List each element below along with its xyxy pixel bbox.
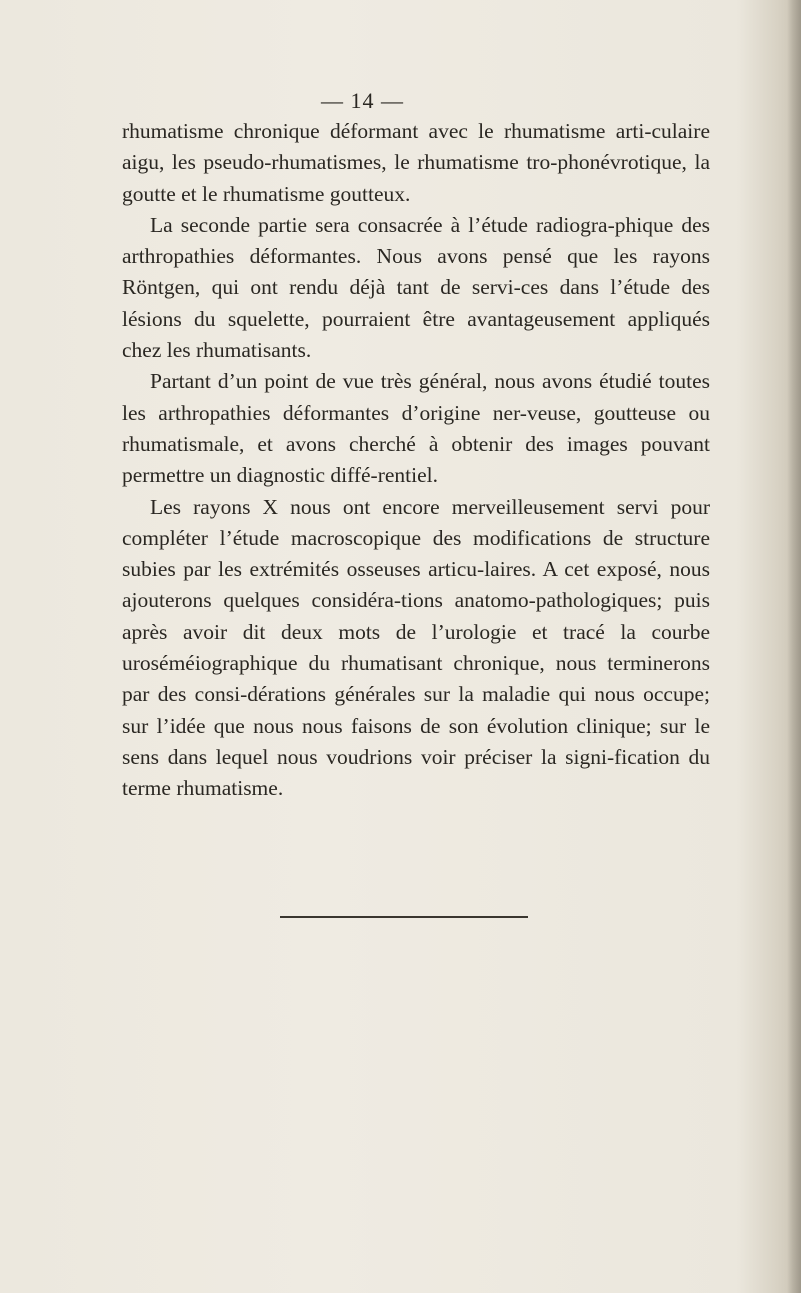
paragraph-3: Partant d’un point de vue très général, nous avons étudié toutes les arthropathies déformantes d’origine ner-veuse, goutteuse ou rhumatismale, et avons cherché à obtenir des images pouvant permettre un diagnostic diffé-rentiel. [122, 369, 710, 488]
paragraph-1: rhumatisme chronique déformant avec le rhumatisme arti-culaire aigu, les pseudo-rhumatismes, le rhumatisme tro-phonévrotique, la goutte et le rhumatisme goutteux. [122, 119, 710, 206]
paragraph-4: Les rayons X nous ont encore merveilleusement servi pour compléter l’étude macroscopique des modifications de structure subies par les extrémités osseuses articu-laires. A cet exposé, nous ajouterons quelques considéra-tions anatomo-pathologiques; puis après avoir dit deux mots de l’urologie et tracé la courbe uroséméiographique du rhumatisant chronique, nous terminerons par des consi-dérations générales sur la maladie qui nous occupe; sur l’idée que nous nous faisons de son évolution clinique; sur le sens dans lequel nous voudrions voir préciser la signi-fication du terme rhumatisme. [122, 494, 710, 801]
page-number: — 14 — [321, 88, 404, 113]
page-binding-edge [787, 0, 801, 1293]
section-divider-rule [280, 916, 528, 918]
paragraph-2: La seconde partie sera consacrée à l’étude radiogra-phique des arthropathies déformantes. Nous avons pensé que les rayons Röntgen, qui ont rendu déjà tant de servi-ces dans l’étude des lésions du squelette, pourraient être avantageusement appliqués chez les rhumatisants. [122, 212, 710, 363]
body-text [122, 116, 710, 805]
